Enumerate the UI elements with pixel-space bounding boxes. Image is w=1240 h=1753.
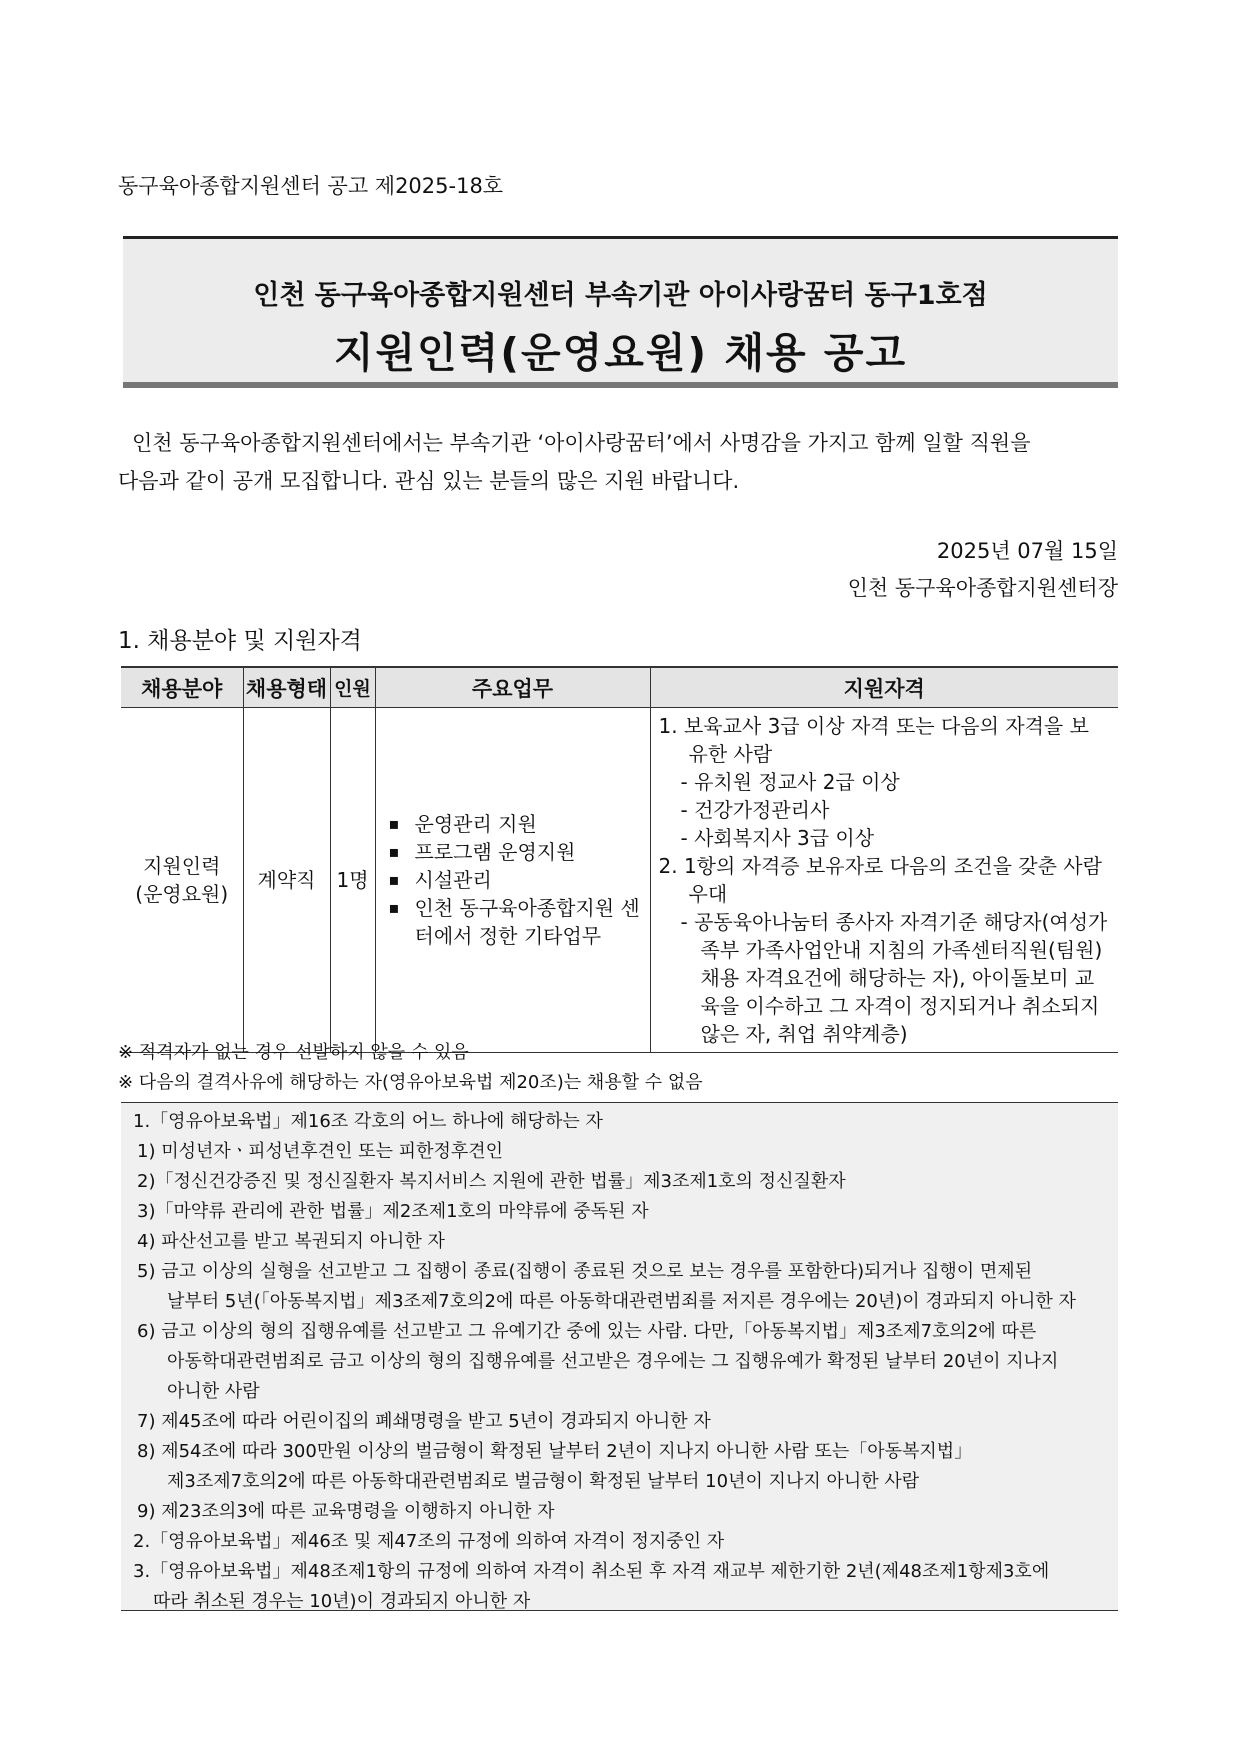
cell-count: 1명: [330, 708, 375, 1053]
disqualification-box: [121, 1102, 1118, 1611]
dq-line: 1) 미성년자ㆍ피성년후견인 또는 피한정후견인: [137, 1141, 504, 1162]
list-item: ▪ 운영관리 지원: [387, 810, 649, 838]
qual-2: 2. 1항의 자격증 보유자로 다음의 조건을 갖춘 사람 우대: [658, 854, 1102, 906]
intro-line2: 다음과 같이 공개 모집합니다. 관심 있는 분들의 많은 지원 바랍니다.: [118, 469, 740, 493]
qual-1: 1. 보육교사 3급 이상 자격 또는 다음의 자격을 보유한 사람: [658, 714, 1089, 766]
field-line2: (운영요원): [135, 882, 229, 906]
dq-line: 3)「마약류 관리에 관한 법률」제2조제1호의 마약류에 중독된 자: [137, 1201, 649, 1222]
title-line1: 인천 동구육아종합지원센터 부속기관 아이사랑꿈터 동구1호점: [253, 280, 988, 311]
dq-line: 날부터 5년(「아동복지법」제3조제7호의2에 따른 아동학대관련범죄를 저지른 경우에는 20년)이 경과되지 아니한 자: [167, 1291, 1076, 1312]
intro-paragraph: [118, 424, 1118, 500]
dq-line: 아니한 사람: [167, 1381, 260, 1402]
list-item: ▪ 프로그램 운영지원: [387, 838, 649, 866]
dq-line: 따라 취소된 경우는 10년)이 경과되지 아니한 자: [153, 1591, 531, 1612]
signer: 인천 동구육아종합지원센터장: [847, 576, 1118, 600]
dq-line: 8) 제54조에 따라 300만원 이상의 벌금형이 확정된 날부터 2년이 지나지 아니한 사람 또는「아동복지법」: [137, 1441, 973, 1462]
dq-line: 9) 제23조의3에 따른 교육명령을 이행하지 아니한 자: [137, 1501, 555, 1522]
dq-line: 2)「정신건강증진 및 정신질환자 복지서비스 지원에 관한 법률」제3조제1호의 정신질환자: [137, 1171, 846, 1192]
qual-1-sub: - 건강가정관리사: [680, 798, 830, 822]
dq-line: 7) 제45조에 따라 어린이집의 폐쇄명령을 받고 5년이 경과되지 아니한 자: [137, 1411, 711, 1432]
header-qualifications: 지원자격: [650, 667, 1118, 708]
field-line1: 지원인력: [143, 854, 221, 878]
header-count: 인원: [330, 667, 375, 708]
cell-type: 계약직: [243, 708, 330, 1053]
dq-line: 3.「영유아보육법」제48조제1항의 규정에 의하여 자격이 취소된 후 자격 재교부 제한기한 2년(제48조제1항제3호에: [133, 1561, 1050, 1582]
table-header-row: [121, 667, 1118, 708]
notice-date: 2025년 07월 15일: [936, 539, 1118, 563]
table-row: [121, 708, 1118, 1053]
cell-qualifications: [650, 708, 1118, 1053]
qual-1-sub: - 사회복지사 3급 이상: [680, 826, 875, 850]
list-item: ▪ 시설관리: [387, 866, 649, 894]
section-heading: 1. 채용분야 및 지원자격: [118, 628, 362, 654]
header-type: 채용형태: [243, 667, 330, 708]
dq-line: 5) 금고 이상의 실형을 선고받고 그 집행이 종료(집행이 종료된 것으로 보는 경우를 포함한다)되거나 집행이 면제된: [137, 1261, 1033, 1282]
cell-field: [121, 708, 243, 1053]
title-box: [123, 236, 1118, 388]
list-item: ▪ 인천 동구육아종합지원 센터에서 정한 기타업무: [387, 894, 649, 950]
qual-2-sub: - 공동육아나눔터 종사자 자격기준 해당자(여성가족부 가족사업안내 지침의 가족센터직원(팀원) 채용 자격요건에 해당하는 자), 아이돌보미 교육을 이수하고 그 자격이 정지되거나 취소되지 않은 자, 취업 취약계층): [680, 910, 1108, 1046]
dq-line: 4) 파산선고를 받고 복권되지 아니한 자: [137, 1231, 445, 1252]
recruit-table: [121, 666, 1118, 1053]
dq-line: 제3조제7호의2에 따른 아동학대관련범죄로 벌금형이 확정된 날부터 10년이 지나지 아니한 사람: [167, 1471, 920, 1492]
dq-line: 아동학대관련범죄로 금고 이상의 형의 집행유예를 선고받은 경우에는 그 집행유예가 확정된 날부터 20년이 지나지: [167, 1351, 1059, 1372]
note-1: ※ 적격자가 없는 경우 선발하지 않을 수 있음: [118, 1042, 469, 1063]
header-field: 채용분야: [121, 667, 243, 708]
cell-duties: [375, 708, 650, 1053]
dq-line: 2.「영유아보육법」제46조 및 제47조의 규정에 의하여 자격이 정지중인 자: [133, 1531, 725, 1552]
dq-line: 1.「영유아보육법」제16조 각호의 어느 하나에 해당하는 자: [133, 1111, 603, 1132]
intro-line1: 인천 동구육아종합지원센터에서는 부속기관 ‘아이사랑꿈터’에서 사명감을 가지고 함께 일할 직원을: [132, 431, 1031, 455]
title-line2: 지원인력(운영요원) 채용 공고: [333, 329, 908, 377]
qual-1-sub: - 유치원 정교사 2급 이상: [680, 770, 900, 794]
dq-line: 6) 금고 이상의 형의 집행유예를 선고받고 그 유예기간 중에 있는 사람. 다만,「아동복지법」제3조제7호의2에 따른: [137, 1321, 1037, 1342]
duties-list: [377, 810, 649, 950]
notice-number: 동구육아종합지원센터 공고 제2025-18호: [118, 174, 504, 198]
note-2: ※ 다음의 결격사유에 해당하는 자(영유아보육법 제20조)는 채용할 수 없음: [118, 1072, 703, 1093]
header-duties: 주요업무: [375, 667, 650, 708]
